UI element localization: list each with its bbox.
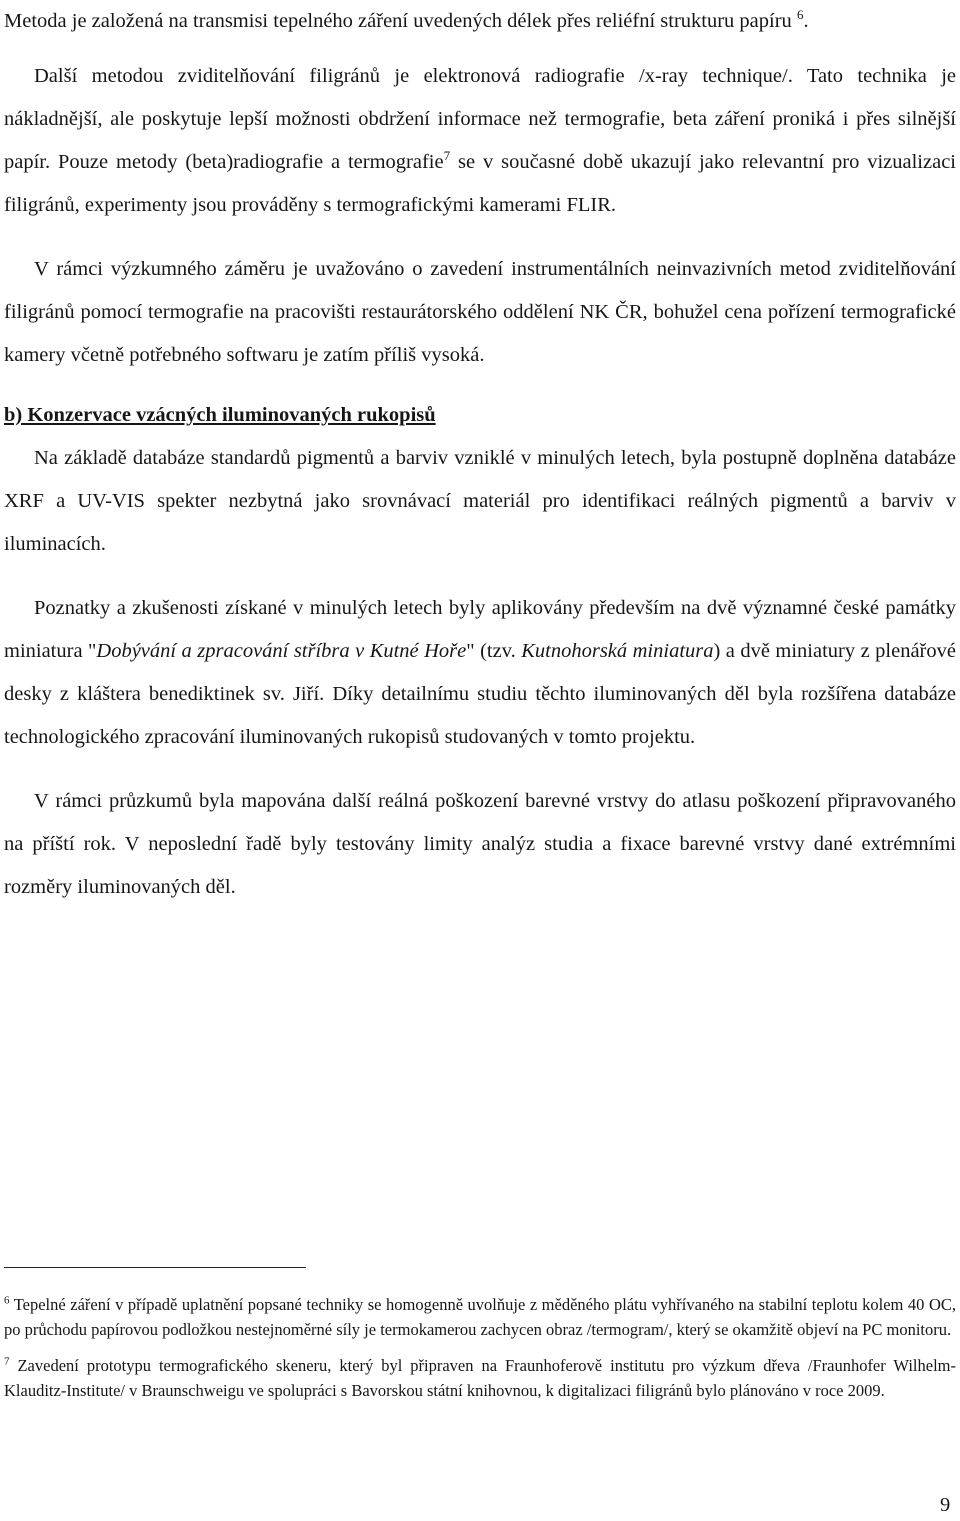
footnote-separator [4, 1267, 306, 1268]
paragraph-damage-atlas: V rámci průzkumů byla mapována další reálná poškození barevné vrstvy do atlasu poškození připravovaného na příští rok. V neposlední řadě byly testovány limity analýz studia a fixace barevné vrstvy dané extrémními rozměry iluminovaných děl. [4, 790, 956, 898]
paragraph-x-ray-radiography: Další metodou zviditelňování filigránů je elektronová radiografie /x-ray technique/. Tato technika je nákladnější, ale poskytuje lepší možnosti obdržení informace než termografie, beta záření proniká i přes silnější papír. Pouze metody (beta)radiografie a termografie$^7$ se v současné době ukazují jako relevantní pro vizualizaci filigránů, experimenty jsou prováděny s termografickými kamerami FLIR. [4, 65, 956, 216]
section-heading: b) Konzervace vzácných iluminovaných rukopisů [4, 404, 436, 426]
artwork-title-kutna-hora: Dobývání a zpracování stříbra v Kutné Hoře [96, 640, 467, 662]
footnote-7: $^7$ Zavedení prototypu termografického skeneru, který byl připraven na Fraunhoferově institutu pro výzkum dřeva /Fraunhofer Wilhelm-Klauditz-Institute/ v Braunschweigu ve spolupráci s Bavorskou státní knihovnou, k digitalizaci filigránů bylo plánováno v roce 2009. [4, 1355, 956, 1400]
artwork-title-kutnohorska-miniatura: Kutnohorská miniatura [521, 640, 714, 662]
page-number: 9 [940, 1494, 951, 1516]
footnote-number: 7 [4, 1355, 10, 1368]
footnote-ref-7[interactable]: 7 [443, 148, 451, 164]
paragraph-research-intent: V rámci výzkumného záměru je uvažováno o zavedení instrumentálních neinvazivních metod zviditelňování filigránů pomocí termografie na pracovišti restaurátorského oddělení NK ČR, bohužel cena pořízení termografické kamery včetně potřebného softwaru je zatím příliš vysoká. [4, 258, 956, 366]
footnote-ref-6[interactable]: 6 [796, 7, 804, 23]
footnote-6: $^6$ Tepelné záření v případě uplatnění popsané techniky se homogenně uvolňuje z měděného plátu vyhřívaného na stabilní teplotu kolem 40 OC, po průchodu papírovou podložkou nestejnoměrné síly je termokamerou zachycen obraz /termogram/, který se okamžitě objeví na PC monitoru. [4, 1294, 956, 1339]
paragraph-monuments: Poznatky a zkušenosti získané v minulých letech byly aplikovány především na dvě významné české památky miniatura "Dobývání a zpracování stříbra v Kutné Hoře" (tzv. Kutnohorská miniatura) a dvě miniatury z plenářové desky z kláštera benediktinek sv. Jiří. Díky detailnímu studiu těchto iluminovaných děl byla rozšířena databáze technologického zpracování iluminovaných rukopisů studovaných v tomto projektu. [4, 597, 956, 748]
paragraph-thermal-transmission: Metoda je založená na transmisi tepelného záření uvedených délek přes reliéfní strukturu papíru $^6$. [4, 7, 809, 32]
paragraph-pigment-database: Na základě databáze standardů pigmentů a barviv vzniklé v minulých letech, byla postupně doplněna databáze XRF a UV-VIS spekter nezbytná jako srovnávací materiál pro identifikaci reálných pigmentů a barviv v iluminacích. [4, 447, 956, 555]
footnote-number: 6 [4, 1294, 10, 1307]
document-body [4, 0, 956, 909]
footnotes [4, 1293, 956, 1403]
